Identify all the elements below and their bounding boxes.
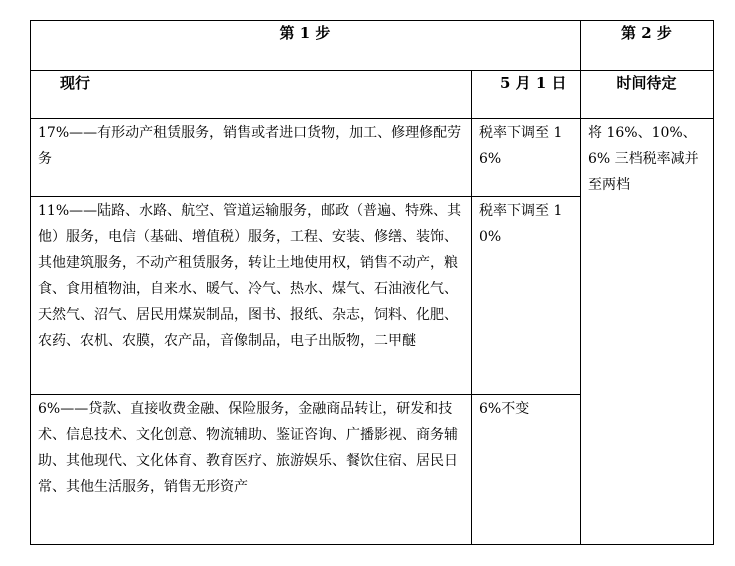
row1-may1: 税率下调至 16%	[479, 125, 563, 167]
table-border-bottom	[30, 544, 714, 545]
row2-divider	[30, 394, 580, 395]
row3-may1: 6%不变	[479, 401, 530, 417]
column-divider-step2	[580, 20, 581, 545]
table-border-right	[713, 20, 714, 545]
row2-may1: 税率下调至 10%	[479, 203, 563, 245]
table-border-top	[30, 20, 714, 21]
row1-divider	[30, 196, 580, 197]
col-may1-header: 5 月 1 日	[500, 74, 567, 92]
col-current-header: 现行	[60, 74, 91, 92]
row1-rate-text: 17%——有形动产租赁服务，销售或者进口货物，加工、修理修配劳务	[38, 125, 462, 167]
row2-rate-text: 11%——陆路、水路、航空、管道运输服务，邮政（普遍、特殊、其他）服务，电信（基础、增值税）服务，工程、安装、修缮、装饰、其他建筑服务，不动产租赁服务，转让土地使用权，销售不动产，粮食、食用植物油，自来水、暖气、冷气、热水、煤气、石油液化气、天然气、沼气、居民用煤炭制品，图书、报纸、杂志，饲料、化肥、农药、农机、农膜，农产品，音像制品，电子出版物，二甲醚	[38, 203, 462, 349]
header-divider	[30, 70, 714, 71]
pending-text: 将 16%、10%、6% 三档税率减并至两档	[588, 125, 699, 193]
col-pending-header: 时间待定	[616, 74, 677, 92]
column-divider-may1	[471, 70, 472, 545]
step2-header: 第 2 步	[621, 24, 672, 42]
column-header-divider	[30, 118, 714, 119]
table-border-left	[30, 20, 31, 545]
row3-rate-text: 6%——贷款、直接收费金融、保险服务，金融商品转让，研发和技术、信息技术、文化创意、物流辅助、鉴证咨询、广播影视、商务辅助、其他现代、文化体育、教育医疗、旅游娱乐、餐饮住宿、居民日常、其他生活服务，销售无形资产	[38, 401, 458, 495]
step1-header: 第 1 步	[279, 24, 331, 42]
